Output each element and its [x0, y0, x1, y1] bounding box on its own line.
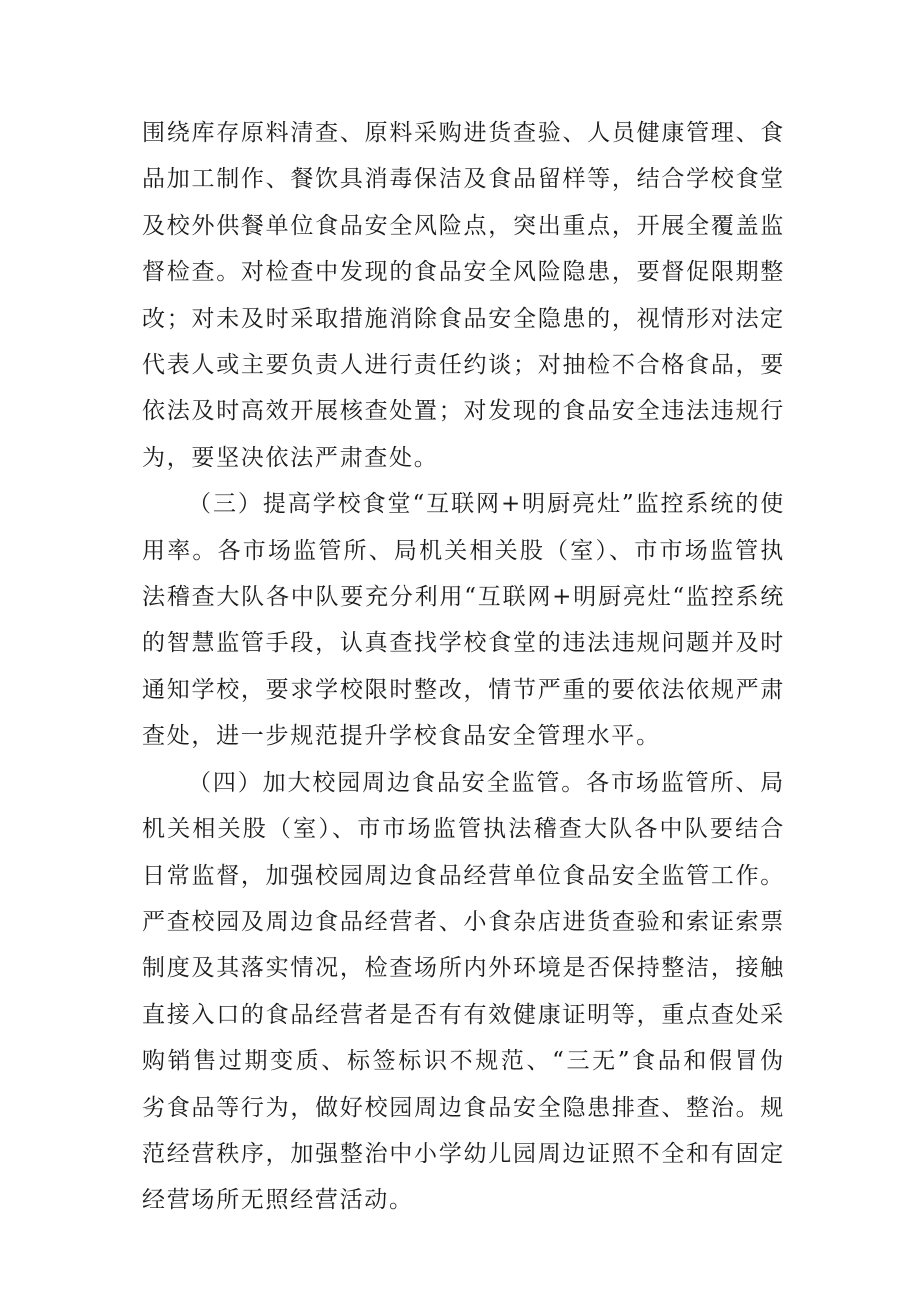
document-page — [142, 110, 785, 1224]
paragraph-section-three: （三）提高学校食堂“互联网+明厨亮灶”监控系统的使用率。各市场监管所、局机关相关股（室）、市市场监管执法稽查大队各中队要充分利用“互联网+明厨亮灶“监控系统的智慧监管手段，认真查找学校食堂的违法违规问题并及时通知学校，要求学校限时整改，情节严重的要依法依规严肃查处，进一步规范提升学校食品安全管理水平。 — [142, 491, 785, 750]
paragraph-continuation: 围绕库存原料清查、原料采购进货查验、人员健康管理、食品加工制作、餐饮具消毒保洁及食品留样等，结合学校食堂及校外供餐单位食品安全风险点，突出重点，开展全覆盖监督检查。对检查中发现的食品安全风险隐患，要督促限期整改；对未及时采取措施消除食品安全隐患的，视情形对法定代表人或主要负责人进行责任约谈；对抽检不合格食品，要依法及时高效开展核查处置；对发现的食品安全违法违规行为，要坚决依法严肃查处。 — [142, 120, 785, 471]
paragraph-section-four: （四）加大校园周边食品安全监管。各市场监管所、局机关相关股（室）、市市场监管执法稽查大队各中队要结合日常监督，加强校园周边食品经营单位食品安全监管工作。严查校园及周边食品经营者、小食杂店进货查验和索证索票制度及其落实情况，检查场所内外环境是否保持整洁，接触直接入口的食品经营者是否有有效健康证明等，重点查处采购销售过期变质、标签标识不规范、“三无”食品和假冒伪劣食品等行为，做好校园周边食品安全隐患排查、整治。规范经营秩序，加强整治中小学幼儿园周边证照不全和有固定经营场所无照经营活动。 — [142, 769, 785, 1214]
